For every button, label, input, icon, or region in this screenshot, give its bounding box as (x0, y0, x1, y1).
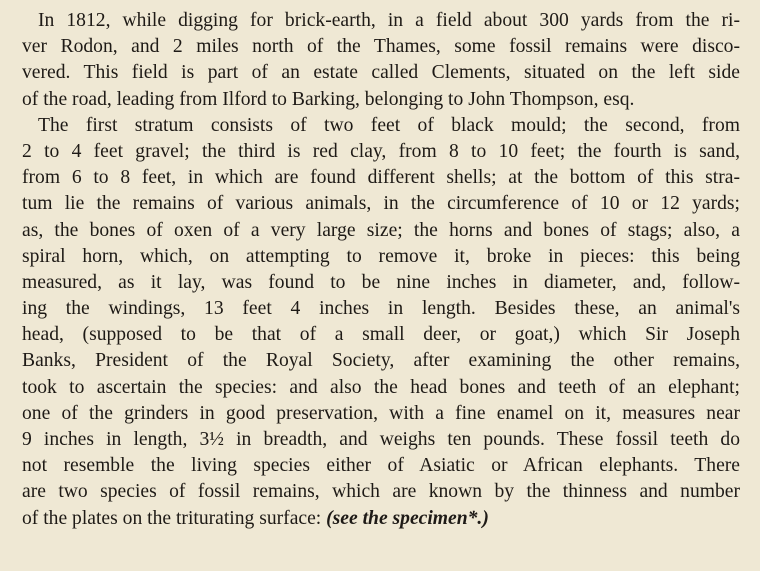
paragraph-discovery (22, 8, 740, 113)
text-line: The first stratum consists of two feet of black mould; the second, from (38, 114, 740, 136)
text-line: tum lie the remains of various animals, in the circumference of 10 or 12 yards; (22, 193, 740, 215)
text-line: are two species of fossil remains, which are known by the thinness and number (22, 481, 740, 503)
text-line: of the road, leading from Ilford to Barking, belonging to John Thompson, esq. (22, 88, 635, 110)
text-line: Banks, President of the Royal Society, after examining the other remains, (22, 350, 740, 372)
text-line: measured, as it lay, was found to be nine inches in diameter, and, follow- (22, 271, 740, 293)
text-line: 9 inches in length, 3½ in breadth, and weighs ten pounds. These fossil teeth do (22, 429, 740, 450)
text-line: ver Rodon, and 2 miles north of the Thames, some fossil remains were disco- (22, 36, 740, 58)
text-line: from 6 to 8 feet, in which are found different shells; at the bottom of this stra- (22, 167, 740, 189)
text-line: took to ascertain the species: and also the head bones and teeth of an elephant; (22, 376, 740, 398)
text-line: vered. This field is part of an estate called Clements, situated on the left side (22, 62, 740, 84)
paragraph-strata (22, 113, 740, 532)
text-line: not resemble the living species either of Asiatic or African elephants. There (22, 455, 740, 477)
text-line: spiral horn, which, on attempting to remove it, broke in pieces: this being (22, 245, 740, 267)
text-line-final (22, 506, 740, 532)
text-line: one of the grinders in good preservation, with a fine enamel on it, measures near (22, 402, 740, 424)
document-page (22, 8, 740, 532)
text-line: 2 to 4 feet gravel; the third is red clay, from 8 to 10 feet; the fourth is sand, (22, 140, 740, 162)
text-line: head, (supposed to be that of a small deer, or goat,) which Sir Joseph (22, 324, 740, 346)
specimen-reference: (see the specimen*.) (326, 507, 489, 529)
text-line-final-body: of the plates on the triturating surface: (22, 507, 322, 529)
text-line: as, the bones of oxen of a very large size; the horns and bones of stags; also, a (22, 219, 740, 241)
text-line: ing the windings, 13 feet 4 inches in length. Besides these, an animal's (22, 298, 740, 320)
text-line: In 1812, while digging for brick-earth, in a field about 300 yards from the ri- (38, 10, 740, 31)
